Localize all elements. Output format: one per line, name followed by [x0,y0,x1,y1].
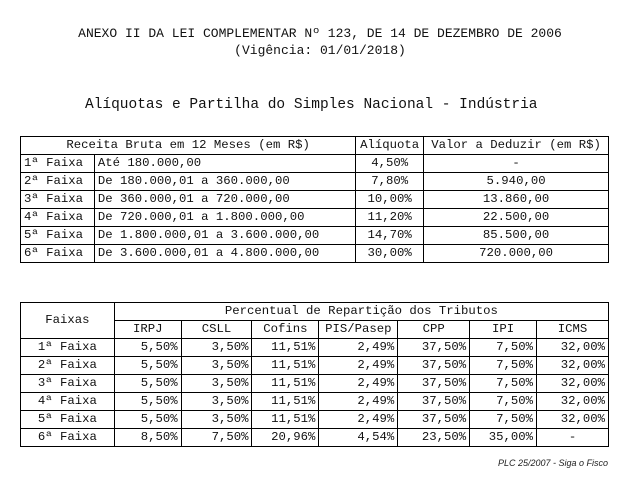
receita-cell: De 180.000,01 a 360.000,00 [94,173,355,191]
table-row [21,173,609,191]
aliquota-cell: 30,00% [356,245,424,263]
table-row [21,227,609,245]
table-row [21,339,609,357]
faixa-cell: 3ª Faixa [21,375,115,393]
percent-cell: 11,51% [252,411,319,429]
percent-cell: 32,00% [537,339,609,357]
percent-cell: 7,50% [470,375,537,393]
document-title: ANEXO II DA LEI COMPLEMENTAR Nº 123, DE 14 DE DEZEMBRO DE 2006 [78,26,562,41]
aliquota-cell: 4,50% [356,155,424,173]
percent-cell: 3,50% [181,375,252,393]
header-faixas: Faixas [21,303,115,339]
aliquotas-table [20,136,609,263]
table-row [21,209,609,227]
percent-cell: 11,51% [252,339,319,357]
receita-cell: De 360.000,01 a 720.000,00 [94,191,355,209]
percent-cell: 7,50% [470,411,537,429]
column-header: Cofins [252,321,319,339]
percent-cell: 2,49% [319,375,398,393]
column-header: CSLL [181,321,252,339]
percent-cell: 37,50% [398,393,470,411]
percent-cell: 5,50% [114,411,181,429]
column-header: CPP [398,321,470,339]
aliquota-cell: 11,20% [356,209,424,227]
percent-cell: 37,50% [398,357,470,375]
faixa-cell: 5ª Faixa [21,411,115,429]
percent-cell: 32,00% [537,375,609,393]
source-footer: PLC 25/2007 - Siga o Fisco [497,458,608,468]
table-row [21,393,609,411]
deduzir-cell: 22.500,00 [424,209,609,227]
deduzir-cell: 720.000,00 [424,245,609,263]
deduzir-cell: 5.940,00 [424,173,609,191]
faixa-cell: 2ª Faixa [21,357,115,375]
faixa-cell: 5ª Faixa [21,227,95,245]
table-row [21,191,609,209]
percent-cell: 23,50% [398,429,470,447]
header-deduzir: Valor a Deduzir (em R$) [424,137,609,155]
column-header: ICMS [537,321,609,339]
percent-cell: 7,50% [470,393,537,411]
percent-cell: 3,50% [181,357,252,375]
percent-cell: 37,50% [398,339,470,357]
header-aliquota: Alíquota [356,137,424,155]
percent-cell: 2,49% [319,393,398,411]
faixa-cell: 1ª Faixa [21,339,115,357]
faixa-cell: 4ª Faixa [21,209,95,227]
percent-cell: 20,96% [252,429,319,447]
column-header: IPI [470,321,537,339]
faixa-cell: 6ª Faixa [21,429,115,447]
column-header: PIS/Pasep [319,321,398,339]
percent-cell: 2,49% [319,411,398,429]
reparticao-table [20,302,609,447]
percent-cell: 5,50% [114,393,181,411]
faixa-cell: 4ª Faixa [21,393,115,411]
percent-cell: 32,00% [537,393,609,411]
validity-date: (Vigência: 01/01/2018) [234,43,406,58]
percent-cell: 5,50% [114,375,181,393]
percent-cell: 7,50% [181,429,252,447]
percent-cell: 11,51% [252,357,319,375]
percent-cell: 32,00% [537,411,609,429]
faixa-cell: 1ª Faixa [21,155,95,173]
aliquota-cell: 10,00% [356,191,424,209]
percent-cell: 4,54% [319,429,398,447]
percent-cell: 8,50% [114,429,181,447]
percent-cell: - [537,429,609,447]
section-subtitle: Alíquotas e Partilha do Simples Nacional - Indústria [85,97,538,113]
percent-cell: 5,50% [114,357,181,375]
table-row [21,357,609,375]
table-row [21,245,609,263]
percent-cell: 3,50% [181,393,252,411]
percent-cell: 11,51% [252,375,319,393]
table-row [21,411,609,429]
percent-cell: 37,50% [398,411,470,429]
percent-cell: 3,50% [181,411,252,429]
percent-cell: 37,50% [398,375,470,393]
faixa-cell: 2ª Faixa [21,173,95,191]
header-receita: Receita Bruta em 12 Meses (em R$) [21,137,356,155]
receita-cell: Até 180.000,00 [94,155,355,173]
percent-cell: 2,49% [319,339,398,357]
percent-cell: 32,00% [537,357,609,375]
percent-cell: 3,50% [181,339,252,357]
aliquota-cell: 7,80% [356,173,424,191]
percent-cell: 7,50% [470,339,537,357]
percent-cell: 7,50% [470,357,537,375]
percent-cell: 5,50% [114,339,181,357]
receita-cell: De 1.800.000,01 a 3.600.000,00 [94,227,355,245]
deduzir-cell: 85.500,00 [424,227,609,245]
deduzir-cell: 13.860,00 [424,191,609,209]
aliquota-cell: 14,70% [356,227,424,245]
column-header: IRPJ [114,321,181,339]
group-header-row [21,303,609,321]
table-row [21,375,609,393]
header-reparticao: Percentual de Repartição dos Tributos [114,303,608,321]
receita-cell: De 720.000,01 a 1.800.000,00 [94,209,355,227]
percent-cell: 2,49% [319,357,398,375]
percent-cell: 11,51% [252,393,319,411]
faixa-cell: 6ª Faixa [21,245,95,263]
faixa-cell: 3ª Faixa [21,191,95,209]
table-row [21,155,609,173]
table-header-row [21,137,609,155]
deduzir-cell: - [424,155,609,173]
receita-cell: De 3.600.000,01 a 4.800.000,00 [94,245,355,263]
percent-cell: 35,00% [470,429,537,447]
table-row [21,429,609,447]
